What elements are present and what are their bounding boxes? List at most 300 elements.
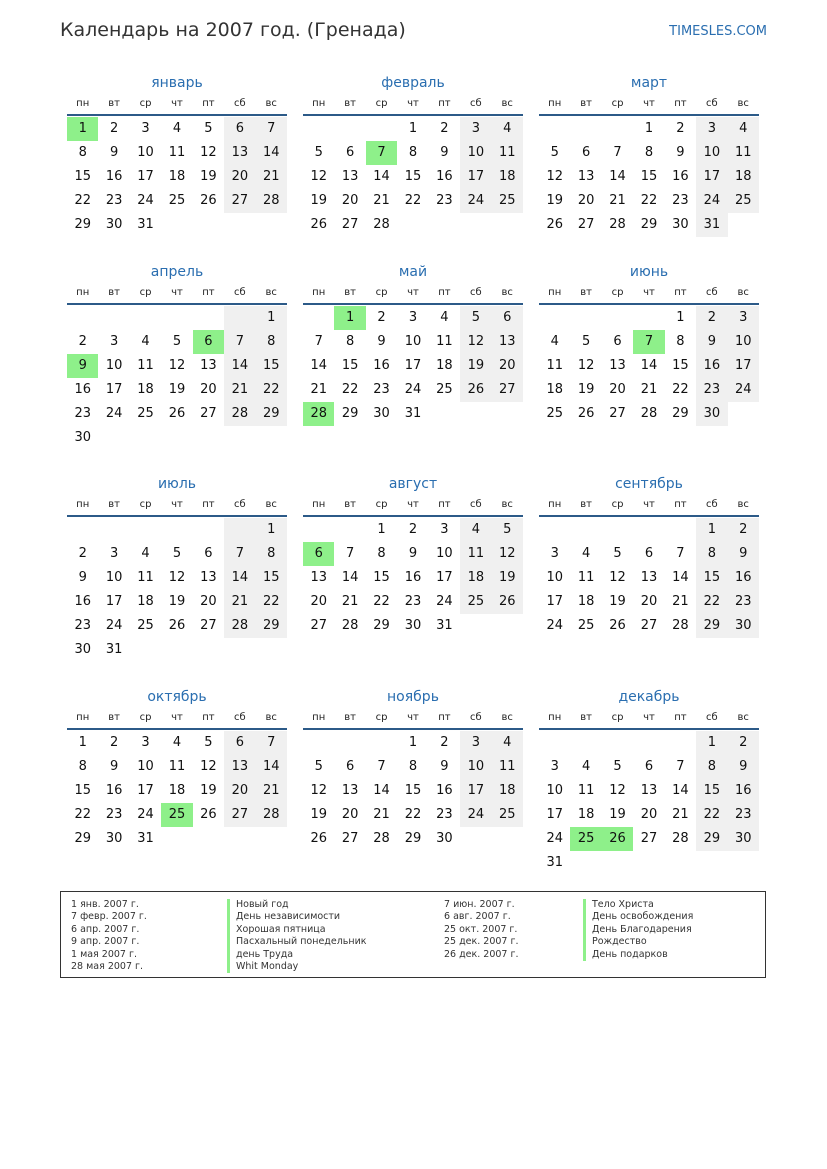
weekday-label: ср [611, 98, 624, 109]
day-cell: 11 [137, 358, 154, 373]
day-empty [492, 827, 523, 851]
day-empty [539, 731, 570, 755]
day-cell: 22 [256, 590, 287, 614]
day-cell: 14 [224, 566, 255, 590]
day-cell: 8 [644, 145, 654, 160]
weekday-label: ср [139, 98, 152, 109]
weekday-label: чт [643, 98, 655, 109]
day-cell: 28 [224, 614, 255, 638]
day-cell: 19 [492, 566, 523, 590]
day-cell: 28 [341, 618, 359, 633]
day-empty [460, 402, 491, 426]
day-empty [161, 638, 192, 662]
day-empty [98, 306, 129, 330]
day-cell: 25 [137, 406, 154, 421]
holiday-legend [60, 891, 766, 978]
day-empty [539, 518, 570, 542]
day-empty [492, 402, 523, 426]
day-cell: 27 [577, 217, 595, 232]
weekday-label: вс [737, 712, 749, 723]
day-cell: 17 [460, 165, 491, 189]
day-cell: 30 [74, 430, 91, 445]
month-10 [67, 686, 287, 851]
day-cell: 29 [696, 614, 727, 638]
day-cell: 5 [613, 546, 622, 561]
weekday-label: пн [548, 98, 562, 109]
weekday-label: ср [375, 712, 388, 723]
day-cell: 9 [78, 570, 87, 585]
day-cell: 15 [696, 566, 727, 590]
days-grid [539, 117, 759, 237]
day-cell: 8 [345, 334, 355, 349]
day-cell: 29 [404, 831, 422, 846]
day-cell: 12 [460, 330, 491, 354]
day-cell: 31 [696, 213, 727, 237]
day-cell: 12 [200, 759, 217, 774]
day-cell: 27 [341, 831, 359, 846]
day-empty [256, 213, 287, 237]
day-cell: 22 [373, 594, 390, 609]
day-cell: 23 [436, 807, 453, 822]
day-cell: 18 [168, 169, 186, 184]
day-cell: 7 [224, 542, 255, 566]
day-cell: 22 [404, 807, 422, 822]
weekday-header [67, 495, 287, 517]
day-empty [303, 306, 334, 330]
day-cell: 4 [492, 117, 523, 141]
weekday-label: ср [611, 287, 624, 298]
weekday-label: пн [76, 287, 90, 298]
legend-entry: 7 июн. 2007 г. [444, 899, 515, 910]
day-cell: 19 [168, 382, 186, 397]
weekday-label: пт [202, 712, 215, 723]
day-cell: 14 [224, 354, 255, 378]
day-cell: 9 [728, 755, 759, 779]
day-cell: 3 [141, 121, 150, 136]
legend-entry: Рождество [583, 936, 693, 948]
day-cell: 31 [436, 618, 453, 633]
days-grid [303, 518, 523, 638]
day-cell: 11 [436, 334, 453, 349]
day-cell: 21 [341, 594, 359, 609]
day-cell: 7 [345, 546, 355, 561]
weekday-label: пт [202, 287, 215, 298]
day-cell: 9 [109, 145, 119, 160]
day-cell: 25 [137, 618, 154, 633]
weekday-label: чт [407, 98, 419, 109]
day-cell: 5 [204, 121, 213, 136]
days-grid [303, 731, 523, 851]
day-cell: 20 [224, 165, 255, 189]
day-cell: 26 [200, 193, 217, 208]
day-cell: 2 [728, 518, 759, 542]
weekday-label: пн [548, 712, 562, 723]
day-cell: 3 [696, 117, 727, 141]
day-cell: 3 [408, 310, 418, 325]
day-cell: 24 [728, 378, 759, 402]
day-cell: 13 [200, 570, 217, 585]
weekday-label: чт [171, 98, 183, 109]
day-cell: 8 [78, 145, 87, 160]
day-cell: 17 [728, 354, 759, 378]
day-empty [224, 306, 255, 330]
day-cell: 21 [310, 382, 327, 397]
day-empty [665, 731, 696, 755]
day-cell: 5 [172, 546, 182, 561]
weekday-label: ср [375, 499, 388, 510]
day-cell: 27 [310, 618, 327, 633]
month-name: январь [151, 75, 203, 91]
day-cell: 6 [492, 306, 523, 330]
day-cell: 30 [672, 217, 689, 232]
weekday-label: вс [265, 499, 277, 510]
day-cell: 3 [440, 522, 449, 537]
day-cell: 2 [109, 735, 119, 750]
day-cell: 13 [640, 783, 658, 798]
day-cell: 8 [408, 759, 418, 774]
day-cell: 31 [546, 855, 563, 870]
day-cell: 11 [728, 141, 759, 165]
day-cell: 23 [105, 807, 123, 822]
weekday-label: пт [438, 98, 451, 109]
weekday-header [303, 283, 523, 305]
day-cell: 15 [404, 169, 422, 184]
day-empty [429, 402, 460, 426]
day-empty [303, 117, 334, 141]
day-cell: 22 [696, 803, 727, 827]
day-empty [539, 306, 570, 330]
weekday-label: ср [611, 499, 624, 510]
day-cell: 6 [303, 542, 334, 566]
month-name: ноябрь [387, 689, 439, 705]
day-cell: 5 [613, 759, 622, 774]
legend-entry: 1 мая 2007 г. [71, 948, 137, 960]
day-cell: 1 [696, 731, 727, 755]
day-cell: 15 [672, 358, 689, 373]
day-cell: 16 [436, 169, 453, 184]
day-cell: 28 [609, 217, 626, 232]
weekday-label: сб [469, 98, 482, 109]
day-cell: 29 [256, 402, 287, 426]
day-cell: 21 [373, 193, 390, 208]
weekday-label: ср [139, 499, 152, 510]
weekday-label: вс [265, 98, 277, 109]
legend-entry: 1 янв. 2007 г. [71, 899, 139, 910]
day-cell: 25 [570, 827, 601, 851]
legend-entry: день Труда [227, 949, 367, 961]
day-empty [161, 306, 192, 330]
day-cell: 17 [137, 783, 154, 798]
weekday-label: сб [233, 499, 246, 510]
day-empty [193, 306, 224, 330]
weekday-label: сб [705, 287, 718, 298]
day-cell: 21 [256, 779, 287, 803]
day-empty [303, 518, 334, 542]
day-cell: 29 [696, 827, 727, 851]
legend-entry: 26 дек. 2007 г. [444, 948, 519, 960]
day-cell: 20 [200, 382, 217, 397]
legend-names-right [583, 899, 693, 961]
day-cell: 10 [546, 570, 563, 585]
day-empty [728, 213, 759, 237]
day-empty [161, 827, 192, 851]
day-empty [665, 851, 696, 875]
legend-dates-right [444, 899, 519, 961]
day-cell: 22 [404, 193, 422, 208]
day-cell: 4 [728, 117, 759, 141]
day-cell: 14 [672, 570, 689, 585]
day-cell: 8 [696, 755, 727, 779]
day-cell: 15 [74, 783, 91, 798]
day-cell: 13 [341, 783, 359, 798]
weekday-label: сб [469, 712, 482, 723]
day-empty [460, 213, 491, 237]
day-cell: 12 [168, 570, 186, 585]
day-cell: 5 [492, 518, 523, 542]
day-cell: 10 [137, 759, 154, 774]
day-cell: 27 [224, 189, 255, 213]
day-cell: 12 [310, 783, 327, 798]
day-cell: 26 [577, 406, 595, 421]
day-cell: 25 [436, 382, 453, 397]
day-empty [130, 518, 161, 542]
weekday-label: вс [501, 287, 513, 298]
day-cell: 7 [676, 759, 685, 774]
day-cell: 16 [404, 570, 422, 585]
day-cell: 12 [609, 570, 626, 585]
day-empty [193, 518, 224, 542]
day-cell: 21 [256, 165, 287, 189]
legend-entry: 7 февр. 2007 г. [71, 911, 147, 923]
days-grid [539, 518, 759, 638]
day-cell: 4 [492, 731, 523, 755]
weekday-label: чт [643, 287, 655, 298]
day-cell: 12 [200, 145, 217, 160]
day-cell: 17 [546, 807, 563, 822]
month-5 [303, 261, 523, 426]
day-cell: 30 [436, 831, 453, 846]
weekday-label: сб [705, 712, 718, 723]
weekday-label: ср [139, 712, 152, 723]
weekday-label: вт [580, 712, 592, 723]
day-cell: 5 [314, 759, 323, 774]
day-cell: 9 [728, 542, 759, 566]
day-cell: 1 [78, 735, 87, 750]
day-cell: 26 [460, 378, 491, 402]
day-cell: 22 [696, 590, 727, 614]
legend-entry: День независимости [227, 911, 367, 923]
day-cell: 25 [492, 189, 523, 213]
weekday-label: пт [674, 287, 687, 298]
weekday-header [539, 495, 759, 517]
day-cell: 14 [341, 570, 359, 585]
day-cell: 11 [577, 570, 595, 585]
day-cell: 16 [74, 382, 91, 397]
day-cell: 2 [78, 334, 87, 349]
day-cell: 2 [78, 546, 87, 561]
day-cell: 18 [436, 358, 453, 373]
weekday-label: пн [312, 98, 326, 109]
day-empty [570, 851, 601, 875]
day-cell: 11 [492, 141, 523, 165]
day-empty [728, 402, 759, 426]
day-cell: 6 [224, 731, 255, 755]
day-cell: 4 [440, 310, 449, 325]
day-cell: 1 [676, 310, 685, 325]
day-cell: 15 [341, 358, 359, 373]
day-cell: 17 [696, 165, 727, 189]
month-name: апрель [150, 264, 204, 280]
day-cell: 25 [168, 193, 186, 208]
day-cell: 24 [137, 193, 154, 208]
day-empty [602, 518, 633, 542]
weekday-label: вт [580, 287, 592, 298]
legend-entry: 25 окт. 2007 г. [444, 923, 518, 935]
day-cell: 13 [224, 141, 255, 165]
month-name: август [388, 476, 438, 492]
weekday-label: пн [312, 499, 326, 510]
weekday-label: чт [407, 712, 419, 723]
weekday-label: пт [438, 287, 451, 298]
day-cell: 23 [404, 594, 422, 609]
days-grid [67, 117, 287, 237]
month-9 [539, 473, 759, 638]
weekday-label: вт [108, 98, 120, 109]
day-cell: 14 [373, 169, 390, 184]
weekday-label: ср [375, 98, 388, 109]
weekday-label: вт [108, 287, 120, 298]
legend-entry: День освобождения [583, 911, 693, 923]
day-cell: 30 [404, 618, 422, 633]
day-cell: 30 [105, 831, 123, 846]
legend-entry: Хорошая пятница [227, 924, 367, 936]
weekday-label: пт [438, 499, 451, 510]
weekday-header [539, 708, 759, 730]
day-cell: 29 [672, 406, 689, 421]
day-cell: 6 [204, 546, 213, 561]
day-cell: 26 [609, 618, 626, 633]
weekday-label: вс [501, 98, 513, 109]
weekday-label: чт [171, 712, 183, 723]
day-cell: 1 [256, 306, 287, 330]
day-cell: 10 [105, 570, 123, 585]
month-name: декабрь [618, 689, 680, 705]
day-empty [224, 638, 255, 662]
day-empty [366, 117, 397, 141]
legend-entry: Whit Monday [227, 961, 367, 973]
day-cell: 26 [310, 831, 327, 846]
day-empty [98, 518, 129, 542]
day-cell: 24 [137, 807, 154, 822]
day-cell: 5 [581, 334, 591, 349]
day-empty [161, 518, 192, 542]
legend-entry: 28 мая 2007 г. [71, 961, 144, 973]
day-cell: 25 [546, 406, 563, 421]
day-empty [67, 306, 98, 330]
day-cell: 17 [137, 169, 154, 184]
day-cell: 24 [436, 594, 453, 609]
day-cell: 20 [640, 807, 658, 822]
day-cell: 14 [672, 783, 689, 798]
day-cell: 8 [696, 542, 727, 566]
weekday-label: вт [344, 98, 356, 109]
day-cell: 11 [460, 542, 491, 566]
day-cell: 26 [310, 217, 327, 232]
day-cell: 20 [341, 193, 359, 208]
day-cell: 28 [256, 803, 287, 827]
day-cell: 3 [550, 546, 559, 561]
day-cell: 16 [105, 169, 123, 184]
day-empty [397, 213, 428, 237]
day-empty [161, 426, 192, 450]
day-cell: 13 [640, 570, 658, 585]
site-link[interactable]: TIMESLES.COM [669, 24, 767, 39]
weekday-label: пн [548, 499, 562, 510]
weekday-header [303, 94, 523, 116]
day-cell: 11 [492, 755, 523, 779]
day-cell: 3 [550, 759, 559, 774]
day-cell: 29 [74, 217, 91, 232]
day-cell: 26 [168, 618, 186, 633]
day-cell: 6 [345, 145, 355, 160]
day-cell: 18 [728, 165, 759, 189]
weekday-label: пт [202, 499, 215, 510]
day-cell: 19 [609, 807, 626, 822]
legend-entry: Тело Христа [583, 899, 693, 911]
legend-entry: 6 апр. 2007 г. [71, 923, 140, 935]
weekday-label: ср [611, 712, 624, 723]
days-grid [303, 306, 523, 426]
day-empty [224, 827, 255, 851]
day-cell: 21 [672, 807, 689, 822]
month-3 [539, 72, 759, 237]
day-cell: 14 [640, 358, 658, 373]
legend-entry: 25 дек. 2007 г. [444, 936, 519, 948]
day-cell: 12 [546, 169, 563, 184]
day-cell: 25 [161, 803, 192, 827]
day-cell: 26 [546, 217, 563, 232]
day-cell: 28 [224, 402, 255, 426]
day-cell: 19 [200, 783, 217, 798]
day-cell: 28 [373, 217, 390, 232]
month-name: март [630, 75, 668, 91]
day-empty [334, 731, 365, 755]
day-cell: 5 [314, 145, 323, 160]
day-cell: 24 [460, 189, 491, 213]
day-cell: 8 [256, 542, 287, 566]
day-empty [460, 614, 491, 638]
day-cell: 25 [728, 189, 759, 213]
day-cell: 24 [105, 618, 123, 633]
day-cell: 9 [676, 145, 685, 160]
day-cell: 17 [436, 570, 453, 585]
day-cell: 3 [460, 731, 491, 755]
day-cell: 4 [141, 334, 150, 349]
day-cell: 3 [109, 334, 119, 349]
day-cell: 15 [404, 783, 422, 798]
day-cell: 23 [436, 193, 453, 208]
day-empty [429, 213, 460, 237]
day-cell: 23 [373, 382, 390, 397]
day-empty [193, 638, 224, 662]
day-cell: 8 [256, 330, 287, 354]
day-cell: 24 [404, 382, 422, 397]
day-cell: 19 [546, 193, 563, 208]
day-cell: 9 [408, 546, 418, 561]
day-empty [224, 426, 255, 450]
day-empty [303, 731, 334, 755]
day-cell: 24 [546, 618, 563, 633]
